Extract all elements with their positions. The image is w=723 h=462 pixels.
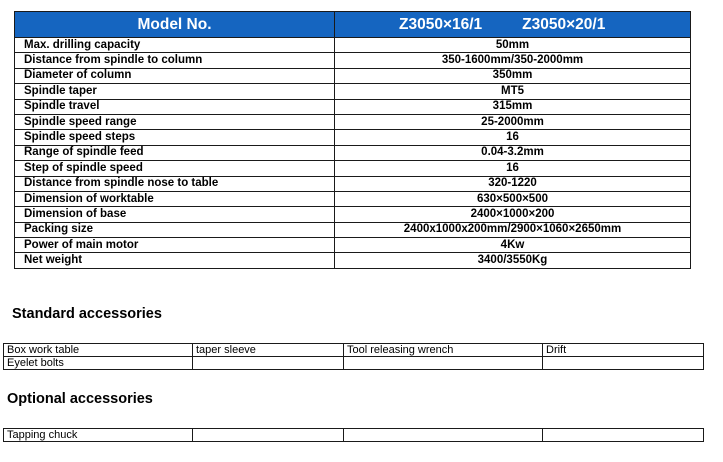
spec-label: Step of spindle speed [15, 161, 335, 176]
accessory-row [4, 357, 704, 370]
accessory-cell: Box work table [4, 344, 193, 357]
accessory-cell [193, 357, 344, 370]
model-numbers-header [335, 12, 691, 38]
optional-accessories-title: Optional accessories [7, 391, 153, 407]
spec-value: 315mm [335, 99, 691, 114]
spec-label: Dimension of worktable [15, 191, 335, 206]
model-label-header: Model No. [15, 12, 335, 38]
spec-value: MT5 [335, 84, 691, 99]
accessory-cell: Eyelet bolts [4, 357, 193, 370]
spec-label: Distance from spindle to column [15, 53, 335, 68]
accessory-cell [543, 357, 704, 370]
spec-header-row [15, 12, 691, 38]
accessory-cell [193, 429, 344, 442]
spec-row [15, 238, 691, 253]
spec-label: Distance from spindle nose to table [15, 176, 335, 191]
spec-value: 350mm [335, 68, 691, 83]
spec-value: 320-1220 [335, 176, 691, 191]
spec-label: Net weight [15, 253, 335, 268]
spec-label: Spindle taper [15, 84, 335, 99]
optional-accessories-table [3, 428, 704, 442]
spec-value: 0.04-3.2mm [335, 145, 691, 160]
spec-value: 25-2000mm [335, 114, 691, 129]
model-2-name: Z3050×20/1 [522, 16, 606, 33]
spec-value: 630×500×500 [335, 191, 691, 206]
accessory-cell [344, 429, 543, 442]
standard-accessories-title: Standard accessories [12, 306, 162, 322]
spec-row [15, 130, 691, 145]
spec-value: 2400×1000×200 [335, 207, 691, 222]
spec-value: 16 [335, 130, 691, 145]
spec-label: Packing size [15, 222, 335, 237]
spec-row [15, 99, 691, 114]
accessory-row [4, 429, 704, 442]
spec-table [14, 11, 691, 269]
spec-label: Power of main motor [15, 238, 335, 253]
spec-row [15, 68, 691, 83]
spec-value: 350-1600mm/350-2000mm [335, 53, 691, 68]
spec-row [15, 207, 691, 222]
spec-label: Diameter of column [15, 68, 335, 83]
spec-row [15, 161, 691, 176]
spec-row [15, 145, 691, 160]
spec-row [15, 114, 691, 129]
accessory-cell: Tool releasing wrench [344, 344, 543, 357]
spec-label: Range of spindle feed [15, 145, 335, 160]
spec-label: Max. drilling capacity [15, 38, 335, 53]
spec-label: Spindle speed range [15, 114, 335, 129]
spec-row [15, 222, 691, 237]
spec-row [15, 191, 691, 206]
accessory-cell [344, 357, 543, 370]
spec-label: Spindle travel [15, 99, 335, 114]
spec-row [15, 253, 691, 268]
accessory-cell: Tapping chuck [4, 429, 193, 442]
standard-accessories-table [3, 343, 704, 370]
spec-row [15, 38, 691, 53]
spec-value: 4Kw [335, 238, 691, 253]
spec-value: 16 [335, 161, 691, 176]
spec-value: 2400x1000x200mm/2900×1060×2650mm [335, 222, 691, 237]
spec-value: 50mm [335, 38, 691, 53]
spec-label: Dimension of base [15, 207, 335, 222]
spec-value: 3400/3550Kg [335, 253, 691, 268]
accessory-cell: Drift [543, 344, 704, 357]
spec-row [15, 176, 691, 191]
accessory-row [4, 344, 704, 357]
accessory-cell: taper sleeve [193, 344, 344, 357]
spec-row [15, 84, 691, 99]
model-1-name: Z3050×16/1 [399, 16, 483, 33]
spec-label: Spindle speed steps [15, 130, 335, 145]
accessory-cell [543, 429, 704, 442]
spec-row [15, 53, 691, 68]
